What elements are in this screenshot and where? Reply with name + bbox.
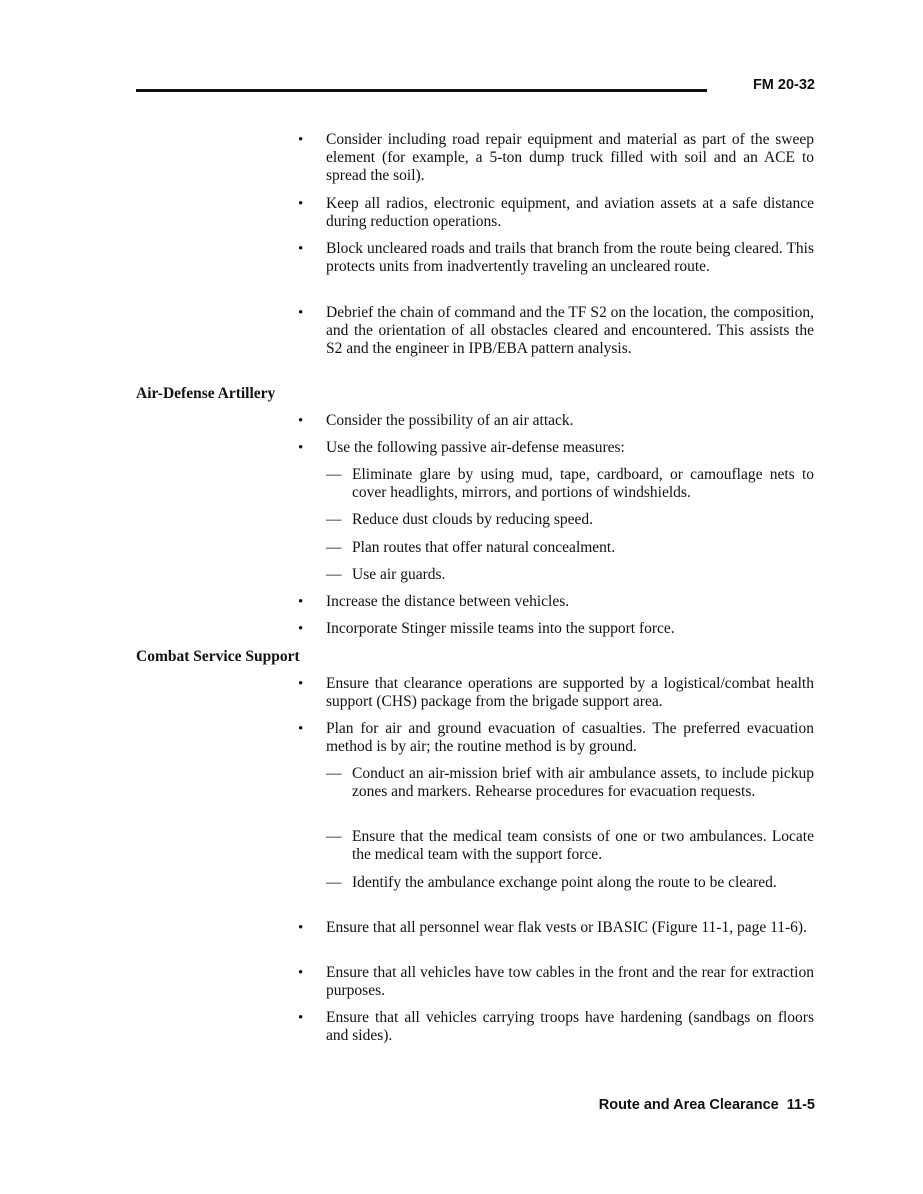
list-item: Consider including road repair equipment and material as part of the sweep element (for example, a 5-ton dump truck filled with soil and an ACE to spread the soil).: [326, 131, 814, 184]
sub-list-item: Use air guards.: [352, 566, 446, 583]
list-item: Debrief the chain of command and the TF S2 on the location, the composition, and the orientation of all obstacles cleared and encountered. This assists the S2 and the engineer in IPB/EBA pattern analysis.: [326, 304, 814, 357]
bullet-icon: •: [298, 920, 304, 936]
bullet-icon: •: [298, 132, 304, 148]
dash-icon: —: [326, 874, 342, 891]
list-item: Ensure that clearance operations are supported by a logistical/combat health support (CHS) package from the brigade support area.: [326, 675, 814, 710]
sub-list-item: Eliminate glare by using mud, tape, cardboard, or camouflage nets to cover headlights, mirrors, and portions of windshields.: [352, 466, 814, 501]
header-rule: [136, 89, 707, 92]
dash-icon: —: [326, 511, 342, 528]
list-item: Use the following passive air-defense measures:: [326, 439, 625, 456]
bullet-icon: •: [298, 721, 304, 737]
dash-icon: —: [326, 765, 342, 782]
list-item: Consider the possibility of an air attack.: [326, 412, 574, 429]
dash-icon: —: [326, 828, 342, 845]
bullet-icon: •: [298, 196, 304, 212]
manual-code: FM 20-32: [752, 77, 815, 93]
bullet-icon: •: [298, 440, 304, 456]
bullet-icon: •: [298, 594, 304, 610]
bullet-icon: •: [298, 965, 304, 981]
sub-list-item: Identify the ambulance exchange point along the route to be cleared.: [352, 874, 777, 891]
sub-list-item: Conduct an air-mission brief with air ambulance assets, to include pickup zones and markers. Rehearse procedures for evacuation requests.: [352, 765, 814, 800]
list-item: Ensure that all personnel wear flak vests or IBASIC (Figure 11-1, page 11-6).: [326, 919, 807, 936]
sub-list-item: Reduce dust clouds by reducing speed.: [352, 511, 594, 528]
list-item: Plan for air and ground evacuation of casualties. The preferred evacuation method is by air; the routine method is by ground.: [326, 720, 814, 755]
list-item: Ensure that all vehicles have tow cables in the front and the rear for extraction purposes.: [326, 964, 814, 999]
sub-list-item: Plan routes that offer natural concealment.: [352, 539, 616, 556]
section-heading-combat-service-support: Combat Service Support: [136, 648, 300, 665]
list-item: Block uncleared roads and trails that branch from the route being cleared. This protects units from inadvertently traveling an uncleared route.: [326, 240, 814, 275]
dash-icon: —: [326, 566, 342, 583]
page-footer: Route and Area Clearance 11-5: [598, 1097, 815, 1113]
dash-icon: —: [326, 539, 342, 556]
list-item: Keep all radios, electronic equipment, and aviation assets at a safe distance during reduction operations.: [326, 195, 814, 230]
bullet-icon: •: [298, 241, 304, 257]
bullet-icon: •: [298, 1010, 304, 1026]
bullet-icon: •: [298, 676, 304, 692]
bullet-icon: •: [298, 621, 304, 637]
list-item: Ensure that all vehicles carrying troops have hardening (sandbags on floors and sides).: [326, 1009, 814, 1044]
bullet-icon: •: [298, 413, 304, 429]
section-heading-air-defense: Air-Defense Artillery: [136, 385, 276, 402]
list-item: Incorporate Stinger missile teams into the support force.: [326, 620, 675, 637]
list-item: Increase the distance between vehicles.: [326, 593, 570, 610]
dash-icon: —: [326, 466, 342, 483]
bullet-icon: •: [298, 305, 304, 321]
sub-list-item: Ensure that the medical team consists of one or two ambulances. Locate the medical team with the support force.: [352, 828, 814, 863]
